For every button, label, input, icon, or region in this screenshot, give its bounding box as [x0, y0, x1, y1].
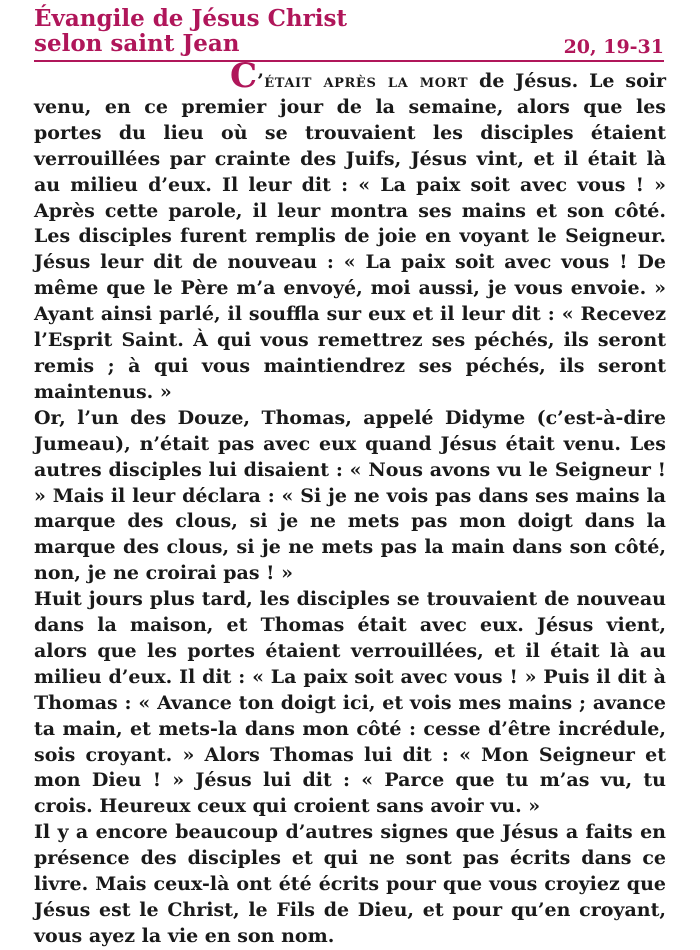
gospel-header [34, 6, 664, 62]
paragraph-4: Il y a encore beaucoup d’autres signes que Jésus a faits en présence des disciples et qui ne sont pas écrits dans ce livre. Mais ceux-là ont été écrits pour que vous croyiez que Jésus est le Christ, le Fils de Dieu, et pour qu’en croyant, vous ayez la vie en son nom. [34, 821, 666, 947]
paragraph-1-text: de Jésus. Le soir venu, en ce premier jour de la semaine, alors que les portes du lieu où se trouvaient les disciples étaient verrouillées par crainte des Juifs, Jésus vint, et il était là au milieu d’eux. Il leur dit : « La paix soit avec vous ! » Après cette parole, il leur montra ses mains et son côté. Les disciples furent remplis de joie en voyant le Seigneur. Jésus leur dit de nouveau : « La paix soit avec vous ! De même que le Père m’a envoyé, moi aussi, je vous envoie. » Ayant ainsi parlé, il souffla sur eux et il leur dit : « Recevez l’Esprit Saint. À qui vous remettrez ses péchés, ils seront remis ; à qui vous maintiendrez ses péchés, ils seront maintenus. » [34, 70, 666, 403]
drop-cap: C [230, 56, 258, 96]
gospel-text [34, 56, 666, 950]
gospel-title-line2: selon saint Jean [34, 30, 240, 57]
scripture-reference: 20, 19-31 [563, 36, 664, 58]
gospel-title-line1: Évangile de Jésus Christ [34, 5, 348, 32]
paragraph-2: Or, l’un des Douze, Thomas, appelé Didyme (c’est-à-dire Jumeau), n’était pas avec eux quand Jésus était venu. Les autres disciples lui disaient : « Nous avons vu le Seigneur ! » Mais il leur déclara : « Si je ne vois pas dans ses mains la marque des clous, si je ne mets pas mon doigt dans la marque des clous, si je ne mets pas la main dans son côté, non, je ne croirai pas ! » [34, 406, 666, 585]
opening-small-caps: ’était après la mort [257, 70, 469, 92]
header-divider [34, 60, 664, 62]
paragraph-3: Huit jours plus tard, les disciples se trouvaient de nouveau dans la maison, et Thomas était avec eux. Jésus vient, alors que les portes étaient verrouillées, et il était là au milieu d’eux. Il dit : « La paix soit avec vous ! » Puis il dit à Thomas : « Avance ton doigt ici, et vois mes mains ; avance ta main, et mets-la dans mon côté : cesse d’être incrédule, sois croyant. » Alors Thomas lui dit : « Mon Seigneur et mon Dieu ! » Jésus lui dit : « Parce que tu m’as vu, tu crois. Heureux ceux qui croient sans avoir vu. » [34, 588, 666, 818]
paragraph-1 [34, 56, 666, 406]
